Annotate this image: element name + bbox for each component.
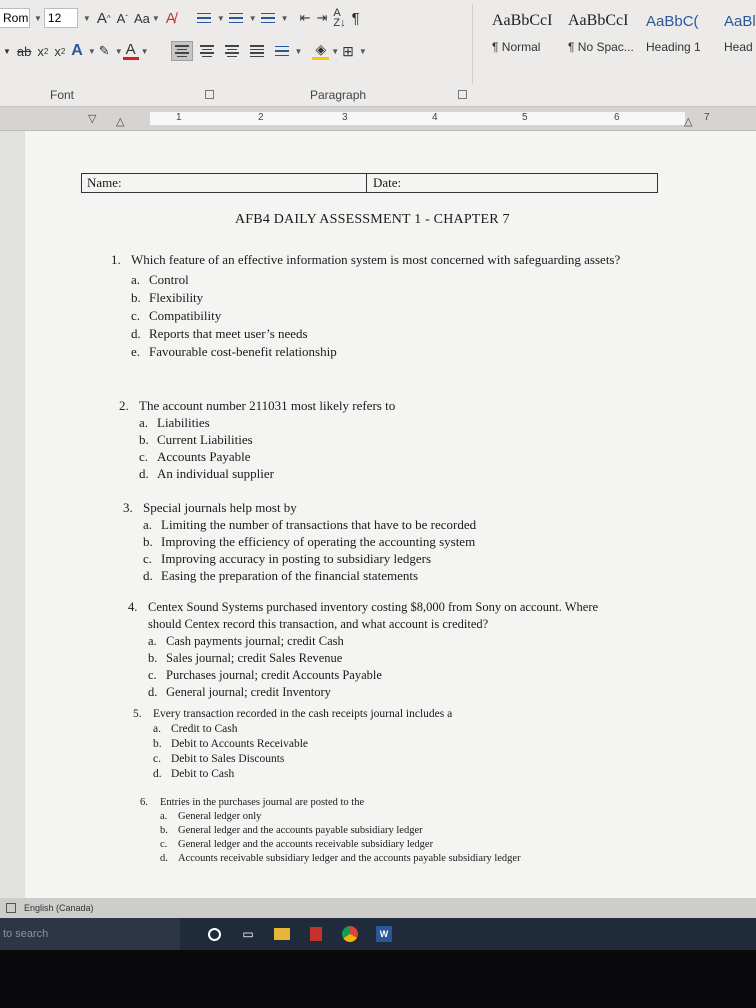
line-spacing-icon[interactable] (271, 41, 293, 61)
store-icon[interactable] (306, 924, 326, 944)
ruler-number: 2 (258, 112, 264, 123)
file-explorer-icon[interactable] (272, 924, 292, 944)
ruler-number: 5 (522, 112, 528, 123)
option: d. An individual supplier (139, 466, 274, 481)
question-text: Which feature of an effective information system is most concerned with safeguarding assets? (131, 252, 621, 267)
question-number: 5. (133, 708, 142, 720)
option: d. Reports that meet user’s needs (131, 326, 308, 341)
subscript-icon[interactable]: x 2 (37, 43, 49, 59)
right-indent-marker-icon[interactable]: △ (684, 116, 693, 128)
word-icon[interactable]: W (374, 924, 394, 944)
shrink-font-button[interactable]: A ˇ (116, 10, 128, 26)
ribbon (0, 0, 756, 107)
option: d. Accounts receivable subsidiary ledger and the accounts payable subsidiary ledger (160, 853, 521, 864)
document-page[interactable] (25, 131, 756, 898)
align-right-icon[interactable] (221, 41, 243, 61)
bullets-icon[interactable] (193, 8, 215, 28)
question-3 (123, 499, 643, 584)
increase-indent-icon[interactable]: ⇥ (316, 10, 328, 25)
question-number: 3. (123, 500, 133, 515)
paragraph-group-label: Paragraph (310, 88, 367, 102)
change-case-button[interactable]: Aa ▼ (133, 10, 160, 26)
font-size-dropdown[interactable]: ▼ (82, 13, 91, 23)
align-left-icon[interactable] (171, 41, 193, 61)
option: c. Purchases journal; credit Accounts Payable (148, 668, 382, 682)
shrink-font-label: A (116, 10, 126, 26)
justify-icon[interactable] (246, 41, 268, 61)
option: e. Favourable cost-benefit relationship (131, 344, 337, 359)
multilevel-list-icon[interactable] (257, 8, 279, 28)
cortana-icon[interactable] (204, 924, 224, 944)
name-cell[interactable]: Name: (82, 174, 367, 192)
style-heading-1[interactable] (646, 6, 701, 64)
name-date-table (81, 173, 658, 193)
question-number: 1. (111, 252, 121, 267)
option: c. General ledger and the accounts receivable subsidiary ledger (160, 839, 434, 850)
option: b. Improving the efficiency of operating the accounting system (143, 534, 476, 549)
taskbar (0, 918, 756, 950)
first-line-indent-marker-icon[interactable]: ▽ (88, 113, 97, 125)
search-placeholder: to search (3, 928, 49, 940)
horizontal-ruler[interactable] (0, 107, 756, 131)
style-normal[interactable] (492, 6, 552, 64)
question-number: 6. (140, 797, 148, 808)
style-no-spacing[interactable] (568, 6, 634, 64)
font-size-combo[interactable] (44, 8, 78, 28)
show-formatting-marks-icon[interactable]: ¶ (351, 9, 360, 27)
ruler-number: 6 (614, 112, 620, 123)
option: c. Accounts Payable (139, 449, 251, 464)
numbering-icon[interactable] (225, 8, 247, 28)
superscript-icon[interactable]: x 2 (54, 43, 66, 59)
question-text: Special journals help most by (143, 500, 297, 515)
font-dialog-launcher-icon[interactable] (205, 90, 214, 99)
style-heading-1-name: Heading 1 (646, 40, 701, 54)
question-text: Entries in the purchases journal are posted to the (160, 797, 365, 808)
question-number: 2. (119, 398, 129, 413)
style-heading-1-sample: AaBbC( (646, 12, 699, 30)
option: a. General ledger only (160, 811, 262, 822)
sort-icon[interactable]: A Z↓ (333, 7, 346, 29)
shading-icon[interactable]: ◈ (312, 42, 329, 60)
question-5 (133, 707, 603, 782)
chrome-icon[interactable] (340, 924, 360, 944)
borders-icon[interactable]: ⊞ (342, 42, 354, 59)
style-normal-sample: AaBbCcI (492, 12, 553, 29)
proofing-icon[interactable] (6, 903, 16, 913)
align-center-icon[interactable] (196, 41, 218, 61)
option: b. Debit to Accounts Receivable (153, 738, 309, 750)
question-2 (119, 397, 619, 482)
ruler-number: 7 (704, 112, 710, 123)
option: a. Control (131, 272, 189, 287)
font-color-icon[interactable]: A (123, 42, 139, 60)
option: a. Liabilities (139, 415, 210, 430)
clear-formatting-icon[interactable]: A̸ (165, 9, 176, 27)
option: a. Cash payments journal; credit Cash (148, 634, 344, 648)
style-no-spacing-sample: AaBbCcI (568, 12, 629, 29)
option: a. Credit to Cash (153, 723, 238, 735)
font-name-dropdown[interactable]: ▼ (34, 13, 42, 23)
hanging-indent-marker-icon[interactable]: △ (116, 116, 125, 128)
option: c. Compatibility (131, 308, 222, 323)
question-text: Every transaction recorded in the cash receipts journal includes a (153, 708, 453, 720)
ruler-text-area (150, 112, 685, 125)
strikethrough-icon[interactable]: ab (16, 43, 32, 59)
text-effects-icon[interactable]: A (71, 42, 83, 59)
style-no-spacing-name: ¶ No Spac... (568, 40, 634, 54)
change-case-label: Aa (133, 10, 150, 26)
font-name-combo[interactable] (0, 8, 30, 28)
option: d. Debit to Cash (153, 768, 235, 780)
option: b. Sales journal; credit Sales Revenue (148, 651, 343, 665)
option: d. General journal; credit Inventory (148, 685, 331, 699)
ruler-number: 3 (342, 112, 348, 123)
option: c. Debit to Sales Discounts (153, 753, 285, 765)
document-area[interactable] (0, 131, 756, 898)
option: b. General ledger and the accounts payable subsidiary ledger (160, 825, 423, 836)
option: b. Flexibility (131, 290, 204, 305)
taskbar-search-box[interactable] (0, 918, 180, 950)
option: b. Current Liabilities (139, 432, 253, 447)
option: c. Improving accuracy in posting to subsidiary ledgers (143, 551, 432, 566)
question-4 (128, 599, 608, 701)
style-heading-2-name: Head (724, 40, 753, 54)
question-number: 4. (128, 600, 138, 614)
question-6 (140, 796, 630, 866)
grow-font-label: A (96, 9, 107, 27)
style-heading-2[interactable] (724, 6, 756, 64)
option: d. Easing the preparation of the financial statements (143, 568, 419, 583)
document-title: AFB4 DAILY ASSESSMENT 1 - CHAPTER 7 (235, 212, 510, 227)
ruler-number: 1 (176, 112, 182, 123)
font-row-1: Rom ▼ 12 ▼ A ^ A ˇ Aa ▼ A̸ ▼ ▼ ▼ ⇤ ⇥ A Z↓ ¶ (0, 6, 363, 30)
task-view-icon[interactable]: ▭ (242, 927, 254, 941)
more-dropdown[interactable]: ▼ (3, 46, 11, 56)
decrease-indent-icon[interactable]: ⇤ (299, 10, 311, 25)
paragraph-dialog-launcher-icon[interactable] (458, 90, 467, 99)
desk-background (0, 950, 756, 1008)
option: a. Limiting the number of transactions that have to be recorded (143, 517, 477, 532)
font-row-2: ▼ ab x 2 x 2 A ▼ ✎ ▼ A ▼ ▼ ◈ ▼ ⊞ ▼ (0, 38, 367, 64)
grow-font-button[interactable]: A ^ (96, 9, 111, 27)
question-text: The account number 211031 most likely refers to (139, 398, 396, 413)
question-1 (111, 251, 661, 360)
highlight-icon[interactable]: ✎ (98, 43, 110, 58)
style-normal-name: ¶ Normal (492, 40, 541, 54)
font-group-label: Font (50, 88, 75, 102)
question-text: Centex Sound Systems purchased inventory costing $8,000 from Sony on account. Where should Centex record this transaction, and what account is credited? (148, 600, 599, 631)
font-size-value: 12 (47, 11, 62, 25)
font-name-value: Rom (3, 11, 29, 25)
style-heading-2-sample: AaBl (724, 12, 756, 30)
ruler-number: 4 (432, 112, 438, 123)
language-indicator[interactable]: English (Canada) (24, 903, 94, 913)
date-cell[interactable]: Date: (373, 175, 402, 190)
status-bar (0, 898, 756, 918)
